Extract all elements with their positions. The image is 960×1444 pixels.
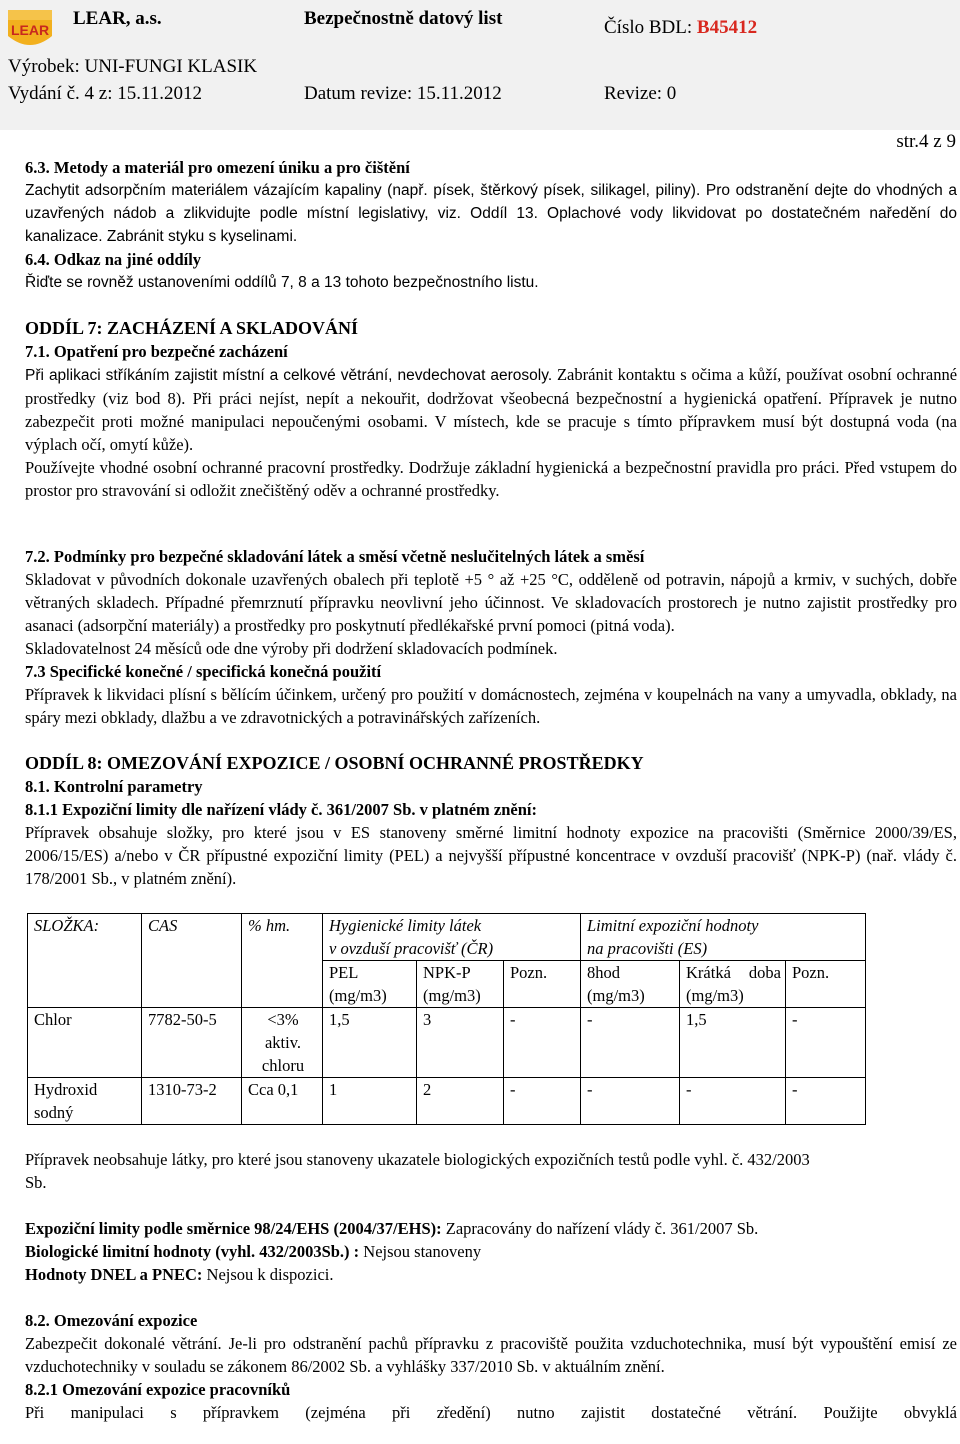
cell-percent xyxy=(242,1008,323,1078)
dnel-label: Hodnoty DNEL a PNEC: xyxy=(25,1265,203,1284)
company-name: LEAR, a.s. xyxy=(73,8,162,29)
section-8-2-1-title: 8.2.1 Omezování expozice pracovníků xyxy=(25,1380,291,1399)
section-7-2-shelf-life: Skladovatelnost 24 měsíců ode dne výroby při dodržení skladovacích podmínek. xyxy=(25,639,558,658)
section-7-1-text-a: Při aplikaci stříkáním zajistit místní a celkové větrání, nevdechovat aerosoly. xyxy=(25,367,553,384)
header-hygienic-limits xyxy=(323,914,581,961)
sub-note-2: Pozn. xyxy=(786,961,866,1008)
sub-short-line1: Krátká doba xyxy=(686,963,781,982)
cell-note-2: - xyxy=(786,1008,866,1078)
cell-note: - xyxy=(504,1008,581,1078)
issue-info: Vydání č. 4 z: 15.11.2012 xyxy=(8,83,203,104)
sub-npk-line1: NPK-P xyxy=(423,963,471,982)
cell-percent-line2: aktiv. xyxy=(264,1033,302,1052)
table-row xyxy=(28,1008,866,1078)
section-6-3-title: 6.3. Metody a materiál pro omezení úniku a pro čištění xyxy=(25,158,410,177)
section-8-2-text: Zabezpečit dokonalé větrání. Je-li pro odstranění pachů přípravku z pracoviště použita vzduchotechnika, musí být vypouštění emisí ze vzduchotechniky v souladu se zákonem 86/2002 Sb. a vyhlášky 337/2010 Sb. v aktuálním znění. xyxy=(25,1334,957,1376)
header-hygienic-line1: Hygienické limity látek xyxy=(329,916,482,935)
sub-short-term xyxy=(680,961,786,1008)
cell-percent-line1: <3% xyxy=(267,1010,299,1029)
svg-text:LEAR: LEAR xyxy=(10,22,50,38)
cell-component-line1: Chlor xyxy=(34,1010,72,1029)
cell-percent-line3: chloru xyxy=(261,1056,305,1075)
bio-limits-line xyxy=(25,1240,957,1263)
bio-limits-value: Nejsou stanoveny xyxy=(363,1242,482,1261)
sub-8h-line2: (mg/m3) xyxy=(587,986,645,1005)
dnel-value: Nejsou k dispozici. xyxy=(206,1265,334,1284)
document-title: Bezpečnostně datový list xyxy=(304,8,503,29)
biological-tests-note: Přípravek neobsahuje látky, pro které jsou stanoveny ukazatele biologických expozičních testů podle vyhl. č. 432/2003 Sb. xyxy=(25,1150,810,1192)
header-eu-line2: na pracovišti (ES) xyxy=(587,939,708,958)
page-number: str.4 z 9 xyxy=(896,131,956,152)
sub-8h xyxy=(581,961,680,1008)
exposure-limits-table xyxy=(27,913,866,1125)
cell-pel: 1,5 xyxy=(323,1008,417,1078)
cell-component-line2: sodný xyxy=(34,1103,74,1122)
table-row xyxy=(28,1078,866,1125)
bdl-label: Číslo BDL: xyxy=(604,17,693,38)
section-7-title: ODDÍL 7: ZACHÁZENÍ A SKLADOVÁNÍ xyxy=(25,318,359,338)
bdl-number xyxy=(604,17,757,39)
section-8-title: ODDÍL 8: OMEZOVÁNÍ EXPOZICE / OSOBNÍ OCHRANNÉ PROSTŘEDKY xyxy=(25,753,644,773)
document-body xyxy=(25,156,957,1424)
cell-component xyxy=(28,1078,142,1125)
section-7-1-text-b: Zabránit kontaktu s očima a kůží, používat osobní ochranné prostředky (viz bod 8). Při práci nejíst, nepít a nekouřit, dodržovat všeobecná bezpečnostní a hygienická opatření. Přípravek je nutno zabezpečit proti možné manipulaci nepoučenými osobami. V místech, kde se pracuje s tímto přípravkem musí být dostupná voda (na výplach očí, omytí kůže). xyxy=(25,365,958,454)
section-7-2-title: 7.2. Podmínky pro bezpečné skladování látek a směsí včetně neslučitelných látek a směsí xyxy=(25,547,645,566)
header-component: SLOŽKA: xyxy=(28,914,142,1008)
section-7-3-title: 7.3 Specifické konečné / specifická konečná použití xyxy=(25,662,382,681)
cell-short-term: - xyxy=(680,1078,786,1125)
cell-short-term: 1,5 xyxy=(680,1008,786,1078)
section-7-1-text-c: Používejte vhodné osobní ochranné pracovní prostředky. Dodržuje základní hygienická a bezpečnostní pravidla pro práci. Před vstupem do prostor pro stravování si odložit znečištěný oděv a ochranné prostředky. xyxy=(25,458,957,500)
cell-8h: - xyxy=(581,1078,680,1125)
header-eu-line1: Limitní expoziční hodnoty xyxy=(587,916,759,935)
dnel-line xyxy=(25,1263,957,1286)
cell-component xyxy=(28,1008,142,1078)
sub-short-line2: (mg/m3) xyxy=(686,986,744,1005)
section-6-3-text: Zachytit adsorpčním materiálem vázajícím kapaliny (např. písek, štěrkový písek, silikagel, piliny). Pro odstranění dejte do vhodných a uzavřených nádob a zlikvidujte podle místní legislativy, viz. Oddíl 13. Oplachové vody likvidovat po dostatečném naředění do kanalizace. Zabránit styku s kyselinami. xyxy=(25,182,957,245)
product-name: UNI-FUNGI KLASIK xyxy=(84,56,258,77)
section-8-1-1-text: Přípravek obsahuje složky, pro které jsou v ES stanoveny směrné limitní hodnoty expozice na pracovišti (Směrnice 2000/39/ES, 2006/15/ES) a/nebo v ČR přípustné expoziční limity (PEL) a nejvyšší přípustné koncentrace v ovzduší pracovišť (NPK-P) (nař. vlády č. 178/2001 Sb., v platném znění). xyxy=(25,823,957,888)
revision-date: Datum revize: 15.11.2012 xyxy=(304,83,502,104)
eu-limits-value: Zapracovány do nařízení vlády č. 361/2007 Sb. xyxy=(445,1219,759,1238)
section-7-2-text: Skladovat v původních dokonale uzavřených obalech při teplotě +5 ° až +25 °C, odděleně od potravin, nápojů a krmiv, v suchých, dobře větraných skladech. Případné přemrznutí přípravku neovlivní jeho účinnost. Ve skladovacích prostorech je nutno zajistit prostředky pro asanaci (adsorpční materiály) a prostředky pro poskytnutí předlékařské první pomoci (pitná voda). xyxy=(25,570,957,635)
eu-limits-label: Expoziční limity podle směrnice 98/24/EHS (2004/37/EHS): xyxy=(25,1219,442,1238)
section-7-1-title: 7.1. Opatření pro bezpečné zacházení xyxy=(25,342,288,361)
cell-note-2: - xyxy=(786,1078,866,1125)
cell-pel: 1 xyxy=(323,1078,417,1125)
header-cas: CAS xyxy=(142,914,242,1008)
cell-cas: 7782-50-5 xyxy=(142,1008,242,1078)
section-8-2-title: 8.2. Omezování expozice xyxy=(25,1311,198,1330)
cell-component-line1: Hydroxid xyxy=(34,1080,98,1099)
cell-npk: 3 xyxy=(417,1008,504,1078)
sub-8h-line1: 8hod xyxy=(587,963,620,982)
sub-note: Pozn. xyxy=(504,961,581,1008)
bio-limits-label: Biologické limitní hodnoty (vyhl. 432/2003Sb.) : xyxy=(25,1242,360,1261)
product-line xyxy=(8,56,257,78)
cell-note: - xyxy=(504,1078,581,1125)
bdl-value: B45412 xyxy=(696,17,758,38)
sub-pel-line1: PEL xyxy=(329,963,359,982)
section-8-1-1-title: 8.1.1 Expoziční limity dle nařízení vlády č. 361/2007 Sb. v platném znění: xyxy=(25,800,537,819)
header-percent: % hm. xyxy=(242,914,323,1008)
product-label: Výrobek: xyxy=(8,56,80,77)
section-7-3-text: Přípravek k likvidaci plísní s bělícím účinkem, určený pro použití v domácnostech, zejména v koupelnách na vany a umyvadla, obklady, na spáry mezi obklady, dlažbu a ve zdravotnických a potravinářských zařízeních. xyxy=(25,685,957,727)
revision-number: Revize: 0 xyxy=(604,83,677,104)
section-8-2-1-text: Při manipulaci s přípravkem (zejména při zředění) nutno zajistit dostatečné větrání. Použijte obvyklá xyxy=(25,1403,957,1422)
document-header xyxy=(0,0,960,130)
section-6-4-title: 6.4. Odkaz na jiné oddíly xyxy=(25,250,202,269)
cell-8h: - xyxy=(581,1008,680,1078)
section-8-1-title: 8.1. Kontrolní parametry xyxy=(25,777,203,796)
eu-limits-line xyxy=(25,1217,957,1240)
cell-percent: Cca 0,1 xyxy=(242,1078,323,1125)
cell-cas: 1310-73-2 xyxy=(142,1078,242,1125)
table-header-row xyxy=(28,914,866,961)
section-6-4-text: Řiďte se rovněž ustanoveními oddílů 7, 8 a 13 tohoto bezpečnostního listu. xyxy=(25,274,539,291)
lear-logo xyxy=(4,6,56,50)
sub-pel xyxy=(323,961,417,1008)
header-hygienic-line2: v ovzduší pracovišť (ČR) xyxy=(329,939,494,958)
section-7-1-text xyxy=(25,363,957,456)
sub-npk-line2: (mg/m3) xyxy=(423,986,481,1005)
sub-pel-line2: (mg/m3) xyxy=(329,986,387,1005)
sub-npk xyxy=(417,961,504,1008)
cell-npk: 2 xyxy=(417,1078,504,1125)
header-eu-limits xyxy=(581,914,866,961)
